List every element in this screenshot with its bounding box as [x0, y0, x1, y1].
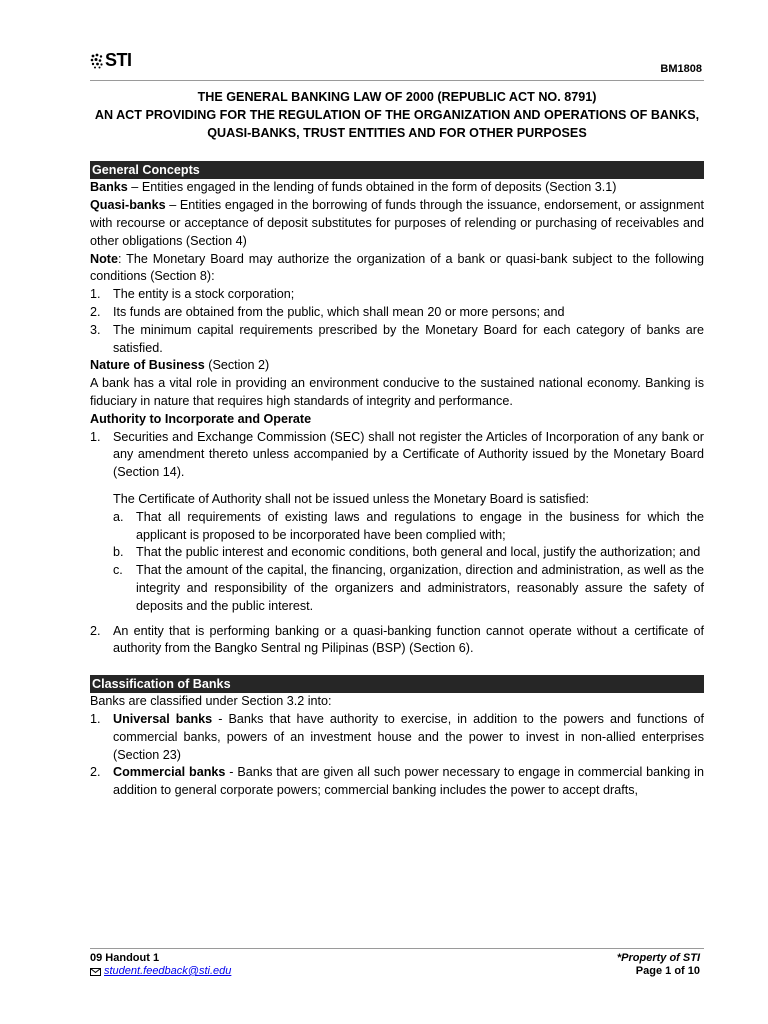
list-marker: 2.: [90, 304, 101, 319]
list-item-text: - Banks that are given all such power necessary to engage in commercial banking in addition to general corporate powers; commercial banking includes the power to accept drafts,: [113, 765, 704, 798]
list-marker: c.: [113, 563, 123, 578]
note-text: : The Monetary Board may authorize the organization of a bank or quasi-bank subject to the following conditions (Section 8):: [90, 251, 704, 284]
list-item: [113, 544, 704, 562]
list-item-text: An entity that is performing banking or a quasi-banking function cannot operate without a certificate of authority from the Bangko Sentral ng Pilipinas (BSP) (Section 6).: [113, 623, 704, 656]
banks-text: – Entities engaged in the lending of funds obtained in the form of deposits (Section 3.1): [127, 180, 617, 195]
list-marker: 1.: [90, 711, 101, 726]
nature-text: A bank has a vital role in providing an environment conducive to the sustained national economy. Banking is fiduciary in nature that requires high standards of integrity and performance.: [90, 376, 704, 408]
property-notice: *Property of STI: [616, 952, 700, 964]
page-header: [90, 50, 704, 81]
quasi-banks-definition: [90, 197, 704, 250]
page-footer: [90, 948, 704, 977]
list-item-text: Its funds are obtained from the public, which shall mean 20 or more persons; and: [113, 304, 565, 319]
handout-label: 09 Handout 1: [90, 952, 160, 964]
list-item-text: That the public interest and economic conditions, both general and local, justify the authorization; and: [136, 545, 701, 560]
list-item: [90, 286, 704, 304]
list-item-text: The entity is a stock corporation;: [113, 287, 295, 302]
classification-intro: Banks are classified under Section 3.2 into:: [90, 694, 332, 709]
note-label: Note: [90, 251, 118, 266]
footer-right: [617, 952, 700, 978]
bank-type-term: Commercial banks: [113, 765, 226, 780]
list-item: [90, 623, 704, 659]
authority-heading-text: Authority to Incorporate and Operate: [90, 411, 312, 426]
list-item: [90, 322, 704, 358]
banks-definition: [90, 179, 704, 197]
list-marker: a.: [113, 509, 124, 524]
list-item-text: Securities and Exchange Commission (SEC) shall not register the Articles of Incorporation of any bank or any amendment thereto unless accompanied by a Certificate of Authority issued by the Monetary Board (Section 14).: [113, 429, 704, 480]
authority-list: [90, 429, 704, 659]
quasi-banks-text: – Entities engaged in the borrowing of funds through the issuance, endorsement, or assignment with recourse or acceptance of deposit substitutes for purposes of relending or purchasing of receivables and other obligations (Section 4): [90, 198, 704, 248]
feedback-email-link[interactable]: student.feedback@sti.edu: [104, 965, 232, 977]
list-marker: 2.: [90, 765, 101, 780]
list-marker: b.: [113, 545, 124, 560]
list-marker: 1.: [90, 287, 101, 302]
classification-list: [90, 711, 704, 800]
document-body: [90, 89, 704, 800]
list-item: [90, 304, 704, 322]
banks-term: Banks: [90, 180, 128, 195]
list-item: [90, 711, 704, 764]
nature-heading: [90, 357, 704, 375]
section-heading-classification: Classification of Banks: [90, 675, 704, 693]
document-code: BM1808: [660, 63, 702, 75]
sti-logo-icon: [90, 52, 104, 70]
note-paragraph: [90, 251, 704, 287]
footer-left: [90, 952, 231, 978]
list-item-text: The minimum capital requirements prescribed by the Monetary Board for each category of banks are satisfied.: [113, 322, 704, 355]
list-item: [90, 429, 704, 616]
document-title: THE GENERAL BANKING LAW OF 2000 (REPUBLIC ACT NO. 8791): [197, 90, 597, 104]
sti-logo: [90, 50, 132, 71]
section-heading-general-concepts: General Concepts: [90, 161, 704, 179]
bank-type-term: Universal banks: [113, 711, 213, 726]
list-item-text: - Banks that have authority to exercise, in addition to the powers and functions of commercial banks, powers of an investment house and the power to invest in non-allied enterprises (Section 23): [113, 711, 704, 762]
nature-section: (Section 2): [204, 358, 270, 373]
list-marker: 1.: [90, 429, 101, 444]
list-item-text: That the amount of the capital, the financing, organization, direction and administration, as well as the integrity and responsibility of the organizers and administrators, reasonably assure the safety of deposits and the public interest.: [136, 563, 704, 613]
document-subtitle: AN ACT PROVIDING FOR THE REGULATION OF THE ORGANIZATION AND OPERATIONS OF BANKS, QUASI-BANKS, TRUST ENTITIES AND FOR OTHER PURPOSES: [94, 107, 700, 140]
list-marker: 2.: [90, 623, 101, 638]
list-item: [113, 562, 704, 615]
email-row: [90, 965, 231, 978]
note-conditions-list: [90, 286, 704, 357]
authority-heading: [90, 411, 704, 429]
envelope-icon: [90, 968, 101, 976]
quasi-banks-term: Quasi-banks: [90, 198, 166, 213]
logo-text: STI: [105, 50, 132, 70]
page-number: Page 1 of 10: [635, 965, 700, 977]
certificate-intro: The Certificate of Authority shall not be issued unless the Monetary Board is satisfied:: [113, 491, 590, 506]
nature-heading-text: Nature of Business: [90, 358, 205, 373]
list-marker: 3.: [90, 322, 101, 337]
list-item: [90, 764, 704, 800]
list-item-text: That all requirements of existing laws and regulations to engage in the business for which the applicant is proposed to be incorporated have been complied with;: [136, 509, 704, 542]
list-item: [113, 509, 704, 545]
certificate-conditions-list: [113, 509, 704, 616]
